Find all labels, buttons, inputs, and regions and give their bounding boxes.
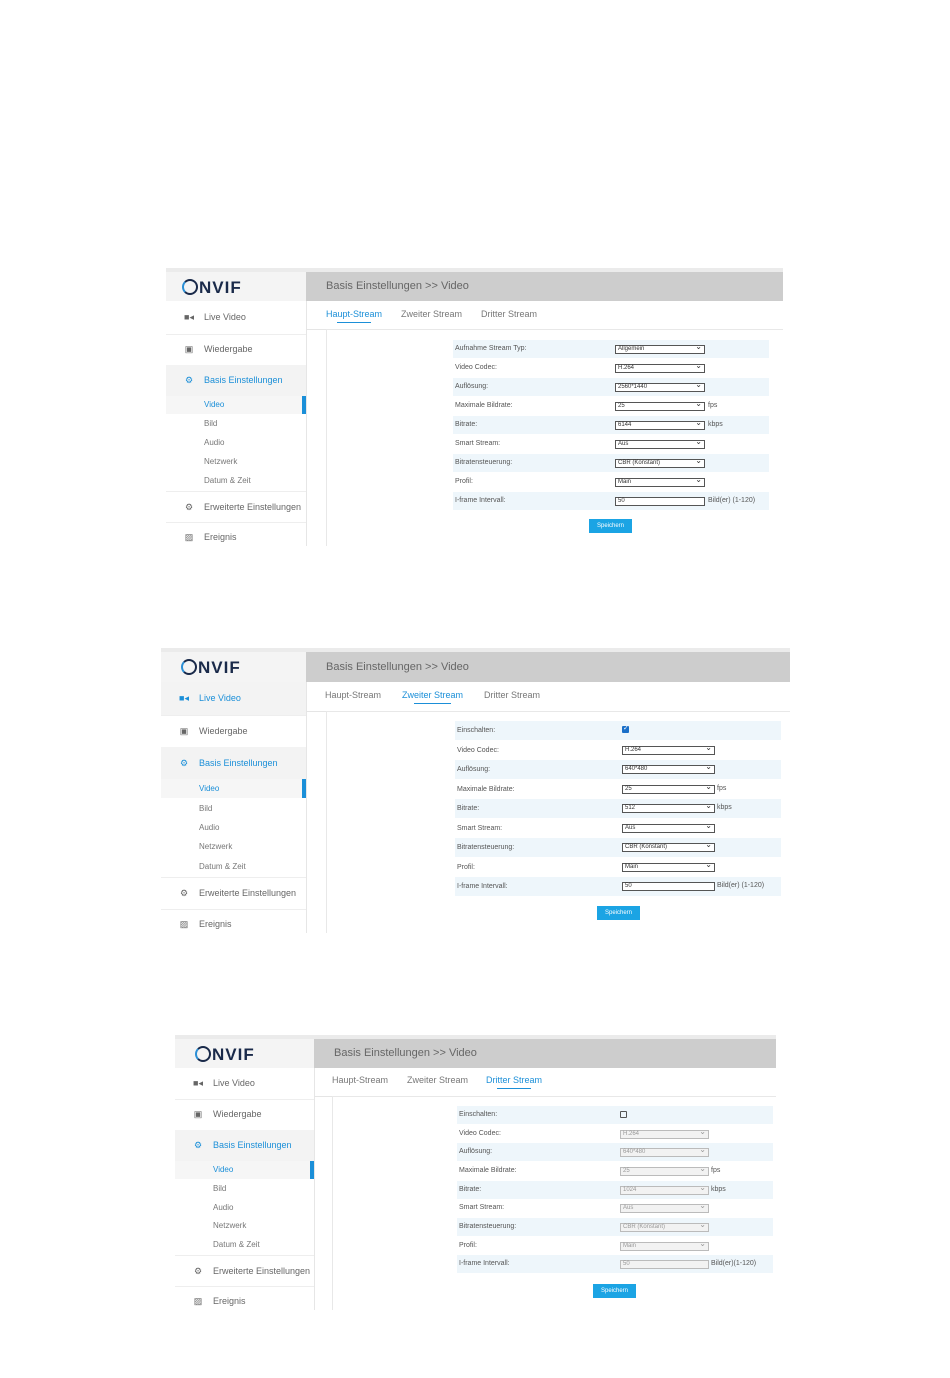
row-framerate: Maximale Bildrate: xyxy=(457,786,515,793)
screenshot-dritter-stream xyxy=(175,1035,776,1310)
settings-gear-icon: ⚙ xyxy=(193,1140,203,1150)
row-codec: Video Codec: xyxy=(457,747,499,754)
logo-area xyxy=(166,272,306,301)
logo-ring-icon xyxy=(195,1046,211,1062)
row-smart-stream: Smart Stream: xyxy=(455,440,501,447)
row-profile: Profil: xyxy=(455,478,473,485)
nav-erweiterte-einstellungen[interactable]: ⚙ Erweiterte Einstellungen xyxy=(175,1255,314,1287)
subnav-audio[interactable]: Audio xyxy=(204,438,225,447)
subnav-bild[interactable]: Bild xyxy=(199,804,213,813)
row-codec: Video Codec: xyxy=(455,364,497,371)
bitrate-select[interactable]: 1024 ⌄ xyxy=(620,1186,709,1195)
onvif-logo: NVIF xyxy=(182,278,242,298)
iframe-hint: Bild(er)(1-120) xyxy=(711,1260,757,1267)
nav-basis-einstellungen[interactable]: ⚙ Basis Einstellungen xyxy=(161,747,306,779)
bitrate-control-select[interactable]: CBR (Konstant) ⌄ xyxy=(620,1223,709,1232)
settings-gear-icon: ⚙ xyxy=(179,758,189,768)
profile-select[interactable]: Main ⌄ xyxy=(622,863,715,872)
row-resolution: Auflösung: xyxy=(453,378,769,396)
bitrate-control-select[interactable]: CBR (Konstant) ⌄ xyxy=(615,459,705,468)
advanced-settings-icon: ⚙ xyxy=(179,888,189,898)
video-camera-icon: ■◂ xyxy=(179,693,189,703)
subnav-datum-zeit[interactable]: Datum & Zeit xyxy=(199,862,246,871)
framerate-select[interactable]: 25 ⌄ xyxy=(615,402,705,411)
resolution-select[interactable]: 640*480 ⌄ xyxy=(620,1148,709,1157)
row-bitrate-control: Bitratensteuerung: xyxy=(453,454,769,472)
nav-live-video[interactable]: ■◂ Live Video xyxy=(161,682,306,716)
resolution-select[interactable]: 2560*1440 ⌄ xyxy=(615,383,705,392)
nav-ereignis[interactable]: ▨ Ereignis xyxy=(193,1296,246,1306)
tab-dritter-stream[interactable]: Dritter Stream xyxy=(486,1075,543,1085)
row-profile: Profil: xyxy=(459,1242,477,1249)
subnav-video[interactable]: Video xyxy=(166,396,306,414)
logo-ring-icon xyxy=(181,659,197,675)
fps-unit: fps xyxy=(711,1167,721,1174)
row-stream-type: Aufnahme Stream Typ: xyxy=(453,340,769,358)
tab-haupt-stream[interactable]: Haupt-Stream xyxy=(325,690,382,700)
save-button[interactable]: Speichern xyxy=(593,1284,636,1298)
screenshot-haupt-stream xyxy=(166,268,783,546)
tab-zweiter-stream[interactable]: Zweiter Stream xyxy=(401,309,463,319)
save-button[interactable]: Speichern xyxy=(589,519,632,533)
event-icon: ▨ xyxy=(184,532,194,542)
codec-select[interactable]: H.264 ⌄ xyxy=(622,746,715,755)
row-bitrate: Bitrate: xyxy=(455,799,781,818)
page-header xyxy=(306,272,783,301)
settings-panel xyxy=(326,329,783,546)
iframe-input[interactable]: 50 xyxy=(620,1260,709,1269)
row-bitrate-control: Bitratensteuerung: xyxy=(457,1218,773,1236)
page-title: Basis Einstellungen >> Video xyxy=(334,1047,477,1059)
nav-live-video[interactable]: ■◂ Live Video xyxy=(175,1068,314,1100)
row-enable: Einschalten: xyxy=(457,1106,773,1124)
kbps-unit: kbps xyxy=(708,421,723,428)
framerate-select[interactable]: 25 ⌄ xyxy=(620,1167,709,1176)
stream-tabs xyxy=(306,682,790,712)
nav-erweiterte-einstellungen[interactable]: ⚙ Erweiterte Einstellungen xyxy=(161,877,306,910)
fps-unit: fps xyxy=(717,785,727,792)
subnav-audio[interactable]: Audio xyxy=(213,1203,234,1212)
row-iframe: I-frame Intervall: xyxy=(453,492,769,510)
page-header xyxy=(306,652,790,682)
iframe-input[interactable]: 50 xyxy=(615,497,705,506)
row-bitrate-control: Bitratensteuerung: xyxy=(455,838,781,857)
enable-checkbox[interactable] xyxy=(620,1111,627,1118)
row-bitrate: Bitrate: xyxy=(457,1181,773,1199)
advanced-settings-icon: ⚙ xyxy=(193,1266,203,1276)
row-framerate: Maximale Bildrate: xyxy=(455,402,513,409)
advanced-settings-icon: ⚙ xyxy=(184,502,194,512)
bitrate-select[interactable]: 6144 ⌄ xyxy=(615,421,705,430)
codec-select[interactable]: H.264 ⌄ xyxy=(615,364,705,373)
smart-stream-select[interactable]: Aus ⌄ xyxy=(615,440,705,449)
bitrate-select[interactable]: 512 ⌄ xyxy=(622,804,715,813)
row-resolution: Auflösung: xyxy=(455,760,781,779)
logo-ring-icon xyxy=(182,279,198,295)
row-bitrate: Bitrate: xyxy=(453,416,769,434)
playback-icon: ▣ xyxy=(193,1109,203,1119)
row-iframe: I-frame Intervall: xyxy=(457,1255,773,1273)
subnav-video[interactable]: Video xyxy=(161,779,306,798)
subnav-netzwerk[interactable]: Netzwerk xyxy=(199,842,233,851)
subnav-video[interactable]: Video xyxy=(175,1161,314,1179)
logo-area xyxy=(175,1039,314,1068)
row-smart-stream: Smart Stream: xyxy=(457,825,503,832)
logo-area xyxy=(161,652,306,682)
row-resolution: Auflösung: xyxy=(457,1143,773,1161)
row-profile: Profil: xyxy=(457,864,475,871)
settings-panel xyxy=(332,1096,776,1310)
iframe-hint: Bild(er) (1-120) xyxy=(717,882,765,889)
bitrate-control-select[interactable]: CBR (Konstant) ⌄ xyxy=(622,843,715,852)
subnav-netzwerk[interactable]: Netzwerk xyxy=(204,457,238,466)
video-camera-icon: ■◂ xyxy=(193,1078,203,1088)
page-title: Basis Einstellungen >> Video xyxy=(326,280,469,292)
page-header xyxy=(314,1039,776,1068)
profile-select[interactable]: Main ⌄ xyxy=(620,1242,709,1251)
nav-wiedergabe[interactable]: ▣ Wiedergabe xyxy=(166,334,306,366)
fps-unit: fps xyxy=(708,402,718,409)
save-button[interactable]: Speichern xyxy=(597,906,640,920)
resolution-select[interactable]: 640*480 ⌄ xyxy=(622,765,715,774)
nav-ereignis[interactable]: ▨ Ereignis xyxy=(179,919,232,929)
tab-dritter-stream[interactable]: Dritter Stream xyxy=(484,690,541,700)
onvif-logo: NVIF xyxy=(195,1045,255,1065)
nav-erweiterte-einstellungen[interactable]: ⚙ Erweiterte Einstellungen xyxy=(166,491,306,523)
settings-panel xyxy=(326,711,790,933)
nav-wiedergabe[interactable]: ▣ Wiedergabe xyxy=(175,1099,314,1131)
playback-icon: ▣ xyxy=(184,344,194,354)
row-smart-stream: Smart Stream: xyxy=(459,1204,505,1211)
smart-stream-select[interactable]: Aus ⌄ xyxy=(622,824,715,833)
smart-stream-select[interactable]: Aus ⌄ xyxy=(620,1204,709,1213)
enable-checkbox[interactable] xyxy=(622,726,629,733)
subnav-netzwerk[interactable]: Netzwerk xyxy=(213,1221,247,1230)
row-enable: Einschalten: xyxy=(455,721,781,740)
stream-tabs xyxy=(314,1068,776,1097)
sidebar xyxy=(175,1068,315,1310)
nav-basis-einstellungen[interactable]: ⚙ Basis Einstellungen xyxy=(166,365,306,396)
nav-basis-einstellungen[interactable]: ⚙ Basis Einstellungen xyxy=(175,1130,314,1161)
tab-haupt-stream[interactable]: Haupt-Stream xyxy=(326,309,383,319)
subnav-datum-zeit[interactable]: Datum & Zeit xyxy=(213,1240,260,1249)
playback-icon: ▣ xyxy=(179,726,189,736)
settings-gear-icon: ⚙ xyxy=(184,375,194,385)
screenshot-zweiter-stream xyxy=(161,648,790,933)
subnav-datum-zeit[interactable]: Datum & Zeit xyxy=(204,476,251,485)
codec-select[interactable]: H.264 ⌄ xyxy=(620,1130,709,1139)
iframe-input[interactable]: 50 xyxy=(622,882,715,891)
tab-zweiter-stream[interactable]: Zweiter Stream xyxy=(407,1075,469,1085)
event-icon: ▨ xyxy=(193,1296,203,1306)
onvif-logo: NVIF xyxy=(181,658,241,678)
row-codec: Video Codec: xyxy=(459,1130,501,1137)
nav-wiedergabe[interactable]: ▣ Wiedergabe xyxy=(161,715,306,748)
kbps-unit: kbps xyxy=(711,1186,726,1193)
sidebar xyxy=(166,301,307,546)
subnav-bild[interactable]: Bild xyxy=(204,419,218,428)
stream-type-select[interactable]: Allgemein ⌄ xyxy=(615,345,705,354)
tab-haupt-stream[interactable]: Haupt-Stream xyxy=(332,1075,389,1085)
iframe-hint: Bild(er) (1-120) xyxy=(708,497,756,504)
framerate-select[interactable]: 25 ⌄ xyxy=(622,785,715,794)
nav-live-video[interactable]: ■◂ Live Video xyxy=(166,301,306,335)
kbps-unit: kbps xyxy=(717,804,732,811)
event-icon: ▨ xyxy=(179,919,189,929)
subnav-bild[interactable]: Bild xyxy=(213,1184,227,1193)
tab-zweiter-stream[interactable]: Zweiter Stream xyxy=(402,690,464,700)
video-camera-icon: ■◂ xyxy=(184,312,194,322)
nav-ereignis[interactable]: ▨ Ereignis xyxy=(184,532,237,542)
subnav-audio[interactable]: Audio xyxy=(199,823,220,832)
stream-tabs xyxy=(306,301,783,330)
profile-select[interactable]: Main ⌄ xyxy=(615,478,705,487)
sidebar xyxy=(161,682,307,933)
tab-dritter-stream[interactable]: Dritter Stream xyxy=(481,309,538,319)
row-iframe: I-frame Intervall: xyxy=(455,877,781,896)
page-title: Basis Einstellungen >> Video xyxy=(326,661,469,673)
row-framerate: Maximale Bildrate: xyxy=(459,1167,517,1174)
